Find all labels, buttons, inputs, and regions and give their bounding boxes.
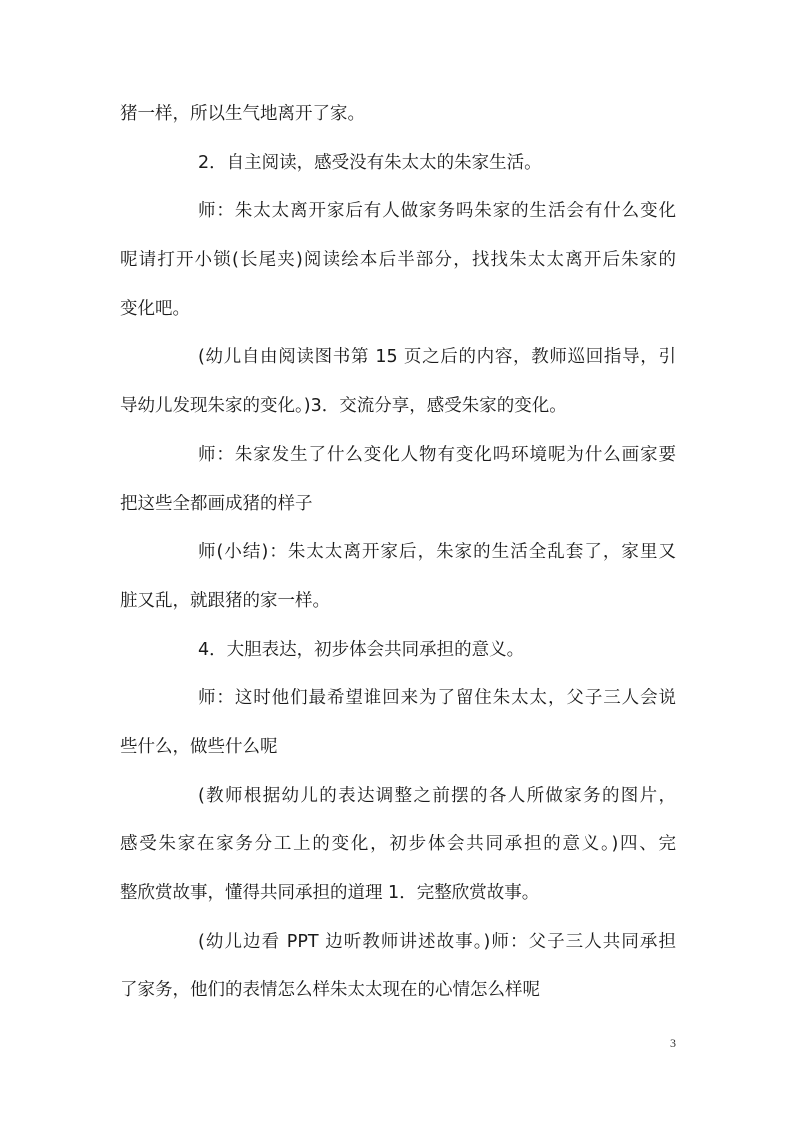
text-line: 师(小结)：朱太太离开家后，朱家的生活全乱套了，家里又 <box>198 542 676 563</box>
text-line: 师：朱太太离开家后有人做家务吗朱家的生活会有什么变化 <box>198 201 676 222</box>
text-line: 些什么，做些什么呢 <box>120 736 278 757</box>
text-line: (幼儿自由阅读图书第 15 页之后的内容，教师巡回指导，引 <box>198 347 676 368</box>
text-line: 导幼儿发现朱家的变化。)3．交流分享，感受朱家的变化。 <box>120 396 567 417</box>
text-line: 呢请打开小锁(长尾夹)阅读绘本后半部分，找找朱太太离开后朱家的 <box>120 250 676 271</box>
text-line: 脏又乱，就跟猪的家一样。 <box>120 590 330 611</box>
text-line: 把这些全都画成猪的样子 <box>120 493 313 514</box>
text-line: 师：朱家发生了什么变化人物有变化吗环境呢为什么画家要 <box>198 444 676 465</box>
text-line: 师：这时他们最希望谁回来为了留住朱太太，父子三人会说 <box>198 688 676 709</box>
text-line: 4．大胆表达，初步体会共同承担的意义。 <box>198 639 525 660</box>
text-line: 变化吧。 <box>120 298 190 319</box>
text-line: (教师根据幼儿的表达调整之前摆的各人所做家务的图片， <box>198 785 676 806</box>
text-line: (幼儿边看 PPT 边听教师讲述故事。)师：父子三人共同承担 <box>198 931 676 952</box>
body-text <box>120 90 676 1015</box>
text-line: 感受朱家在家务分工上的变化，初步体会共同承担的意义。)四、完 <box>120 834 676 855</box>
page-number: 3 <box>670 1036 676 1050</box>
text-line: 2．自主阅读，感受没有朱太太的朱家生活。 <box>198 152 542 173</box>
text-line: 猪一样，所以生气地离开了家。 <box>120 104 365 124</box>
text-line: 整欣赏故事，懂得共同承担的道理 1．完整欣赏故事。 <box>120 883 540 903</box>
text-line: 了家务，他们的表情怎么样朱太太现在的心情怎么样呢 <box>120 980 540 1001</box>
